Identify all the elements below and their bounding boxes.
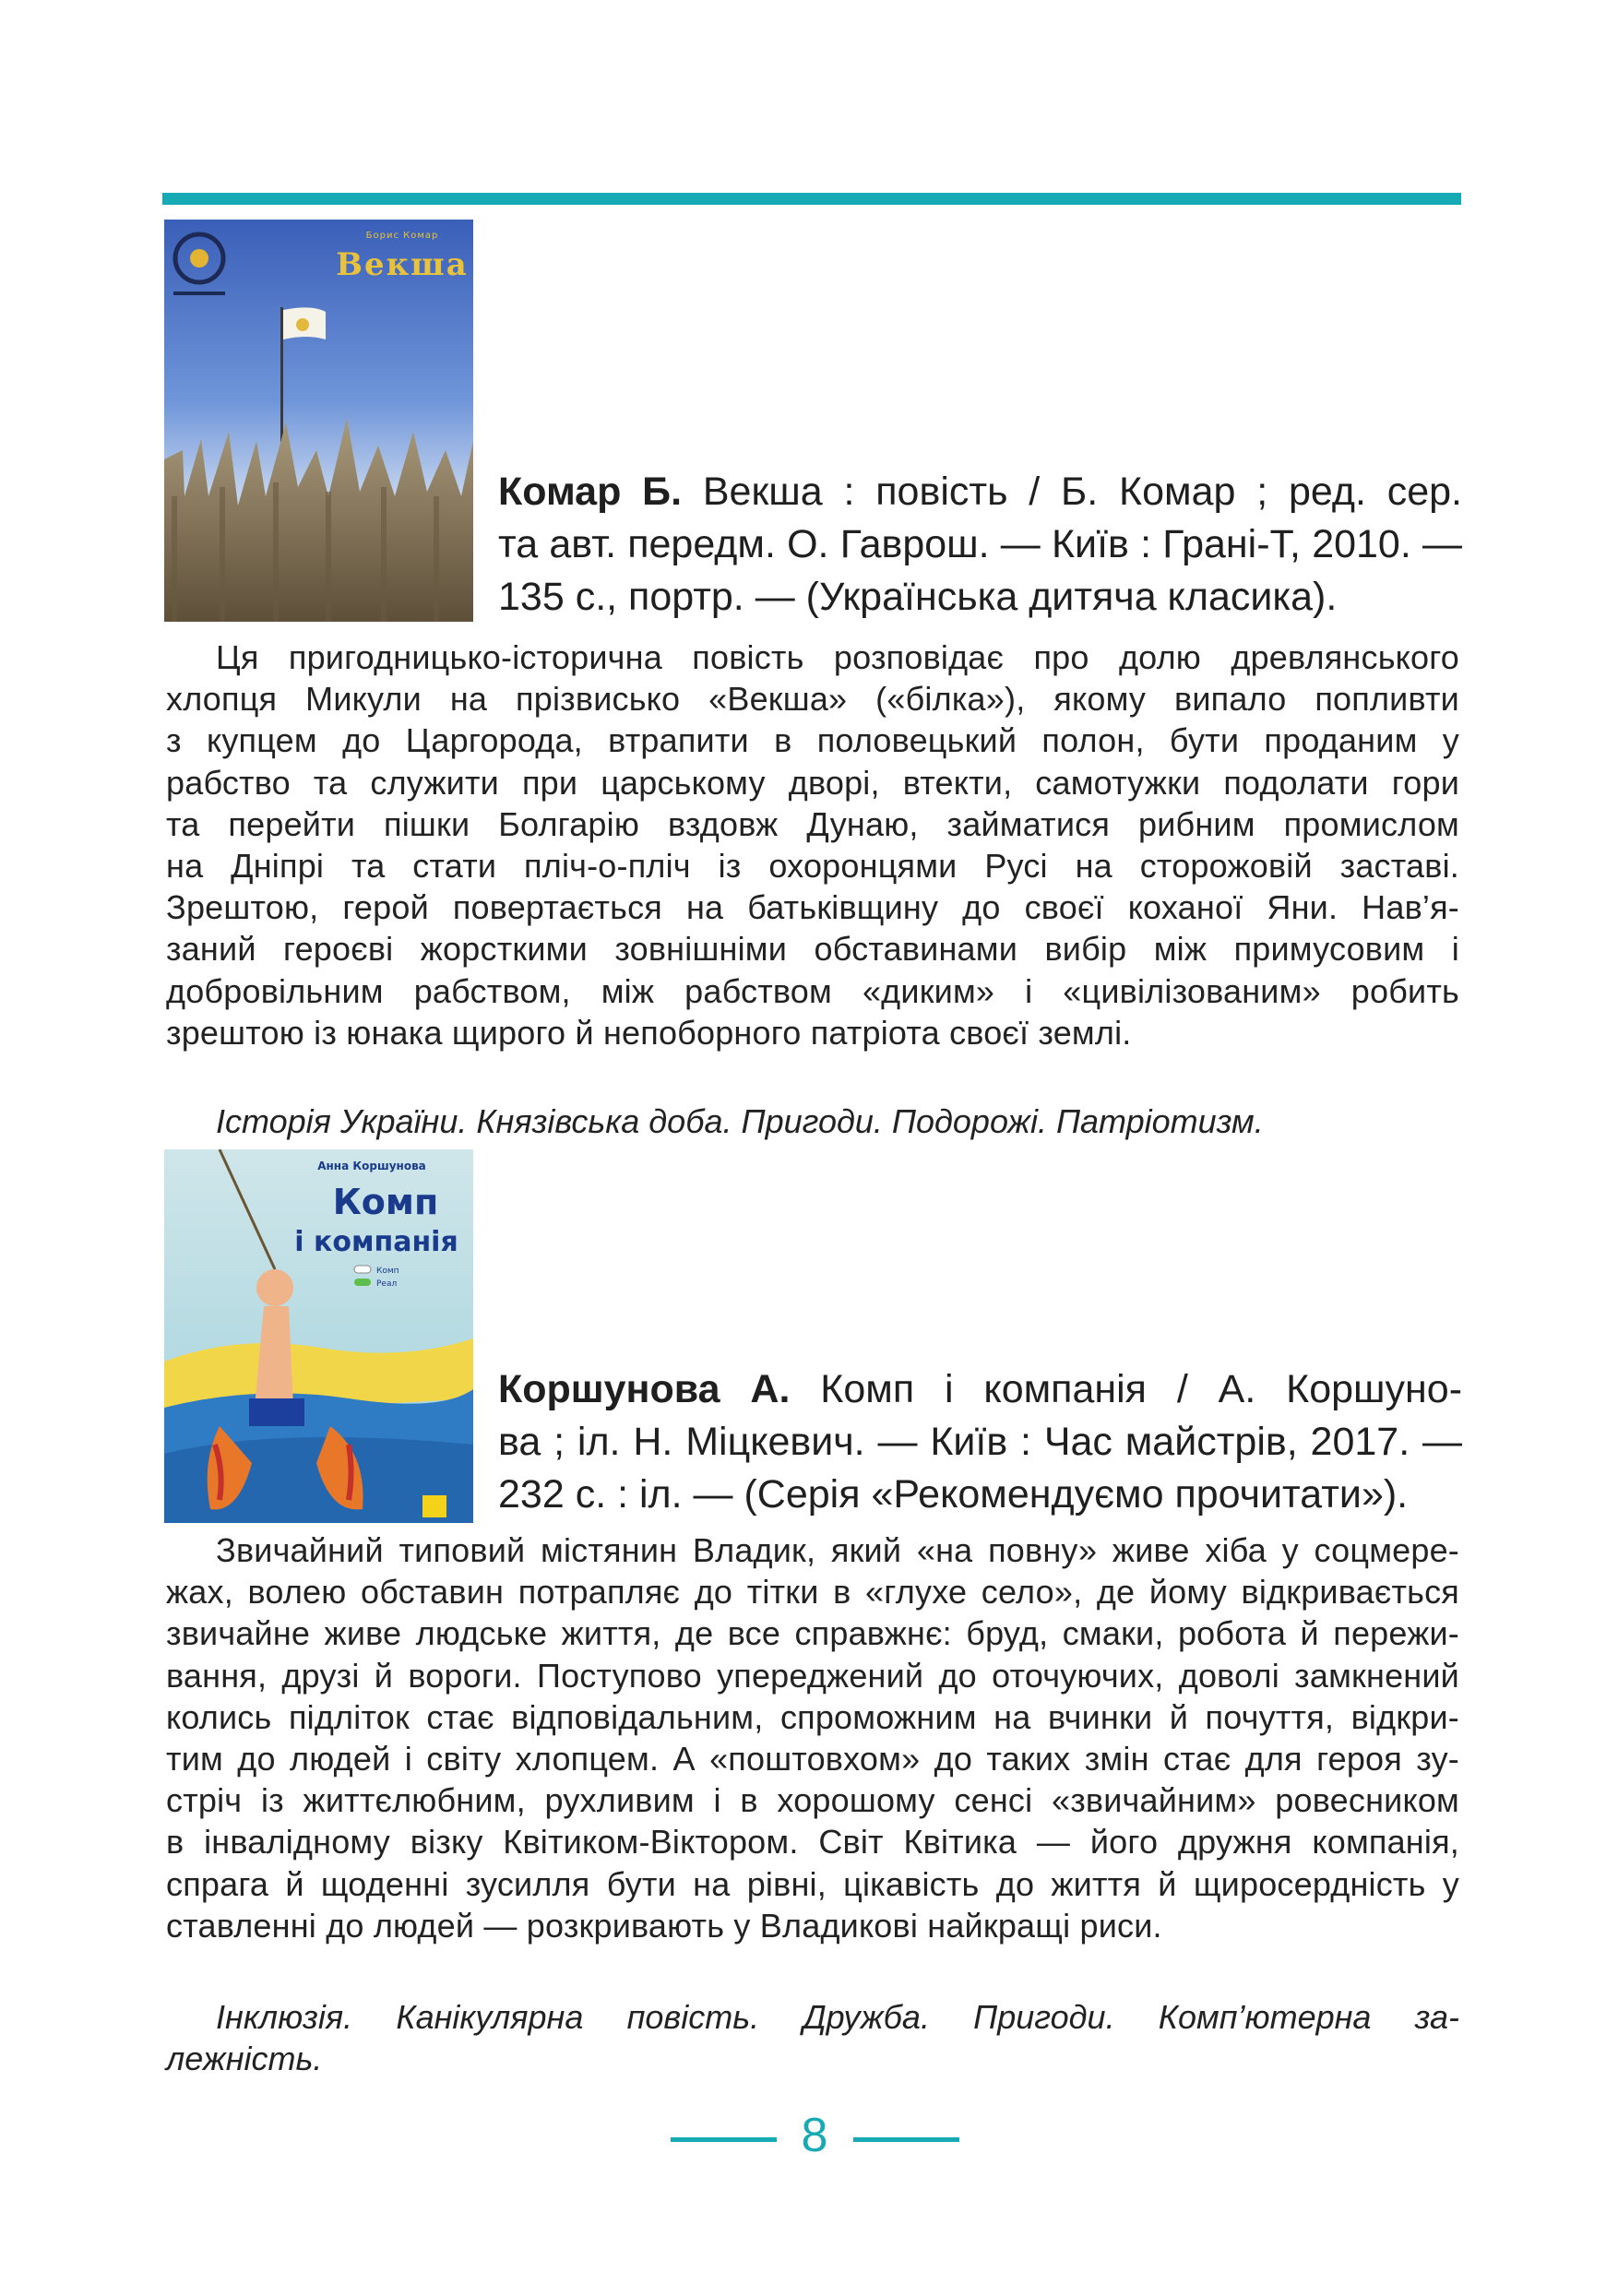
citation-line: 232 с. : іл. — (Серія «Рекомендуємо прочитати»).: [498, 1472, 1409, 1517]
annotation-line: на Дніпрі та стати пліч-о-пліч із охоронцями Русі на сторожовій заставі.: [166, 847, 1459, 886]
annotation-line: стріч із життєлюбним, рухливим і в хорошому сенсі «звичайним» ровесником: [166, 1781, 1459, 1820]
annotation-line: звичайне живе людське життя, де все справжнє: бруд, смаки, робота й пережи-: [166, 1614, 1459, 1653]
citation-line: та авт. передм. О. Гаврош. — Київ : Грані-Т, 2010. —: [498, 522, 1462, 566]
annotation-line: хлопця Микули на прізвисько «Векша» («білка»), якому випало попливти: [166, 680, 1459, 719]
annotation-line: та перейти пішки Болгарію вздовж Дунаю, займатися рибним промислом: [166, 804, 1459, 843]
page-number: 8: [801, 2109, 828, 2162]
citation-author: Комар Б.: [498, 470, 683, 514]
annotation-line: заний героєві жорсткими зовнішніми обставинами вибір між примусовим і: [166, 930, 1459, 969]
annotation-line: вання, друзі й вороги. Поступово упереджений до оточуючих, доволі замкнений: [166, 1656, 1459, 1695]
book-cover-komp: [164, 1149, 473, 1523]
annotation-line: Зрештою, герой повертається на батьківщину до своєї коханої Яни. Нав’я-: [166, 888, 1459, 927]
tags-komar: [166, 1100, 1459, 1142]
cover-author: Борис Комар: [365, 231, 439, 241]
citation-line: Коршунова А. Комп і компанія / А. Коршуно-: [498, 1367, 1463, 1411]
annotation-line: ставленні до людей — розкривають у Владикові найкращі риси.: [166, 1906, 1162, 1945]
annotation-line: зрештою із юнака щирого й непоборного патріота своєї землі.: [166, 1013, 1132, 1052]
citation-line: ва ; іл. Н. Міцкевич. — Київ : Час майстрів, 2017. —: [498, 1420, 1462, 1464]
footer-dash-right: [853, 2137, 959, 2142]
annotation-korshunova: [166, 1529, 1459, 1946]
annotation-line: колись підліток стає відповідальним, спроможним на вчинки й почуття, відкри-: [166, 1697, 1459, 1736]
citation-komar: [498, 466, 1462, 624]
annotation-komar: [166, 636, 1459, 1053]
tags-line: Історія України. Князівська доба. Пригоди. Подорожі. Патріотизм.: [216, 1102, 1264, 1140]
page-footer: [0, 2108, 1618, 2163]
cover-toggle-1: Комп: [376, 1267, 399, 1276]
annotation-line: тим до людей і світу хлопцем. А «поштовхом» до таких змін стає для героя зу-: [166, 1740, 1459, 1779]
cover-title: Векша: [336, 246, 469, 283]
top-rule: [162, 193, 1461, 205]
citation-author: Коршунова А.: [498, 1367, 791, 1411]
annotation-line: спрага й щоденні зусилля бути на рівні, цікавість до життя й щиросердність у: [166, 1864, 1459, 1903]
tags-korshunova: [166, 1996, 1459, 2079]
book-cover-vekshа: [164, 220, 473, 622]
tags-line: лежність.: [166, 2040, 323, 2077]
cover-toggle-2: Реал: [376, 1279, 398, 1289]
annotation-line: Ця пригодницько-історична повість розповідає про долю древлянського: [216, 638, 1459, 676]
citation-korshunova: [498, 1363, 1462, 1521]
cover-author: Анна Коршунова: [317, 1160, 426, 1172]
footer-dash-left: [671, 2137, 777, 2142]
annotation-line: в інвалідному візку Квітиком-Віктором. Світ Квітика — його дружня компанія,: [166, 1823, 1459, 1862]
annotation-line: з купцем до Царгорода, втрапити в половецький полон, бути проданим у: [166, 721, 1459, 760]
cover-title-2: і компанія: [294, 1226, 458, 1258]
citation-line: Комар Б. Векша : повість / Б. Комар ; ред. сер.: [498, 470, 1462, 514]
annotation-line: Звичайний типовий містянин Владик, який «на повну» живе хіба у соцмере-: [216, 1531, 1459, 1569]
tags-line: Інклюзія. Канікулярна повість. Дружба. Пригоди. Комп’ютерна за-: [216, 1998, 1459, 2036]
annotation-line: рабство та служити при царському дворі, втекти, самотужки подолати гори: [166, 763, 1459, 802]
cover-title-1: Комп: [332, 1182, 439, 1222]
annotation-line: жах, волею обставин потрапляє до тітки в «глухе село», де йому відкривається: [166, 1573, 1459, 1612]
annotation-line: добровільним рабством, між рабством «диким» і «цивілізованим» робить: [166, 971, 1459, 1010]
citation-line: 135 с., портр. — (Українська дитяча класика).: [498, 575, 1338, 619]
